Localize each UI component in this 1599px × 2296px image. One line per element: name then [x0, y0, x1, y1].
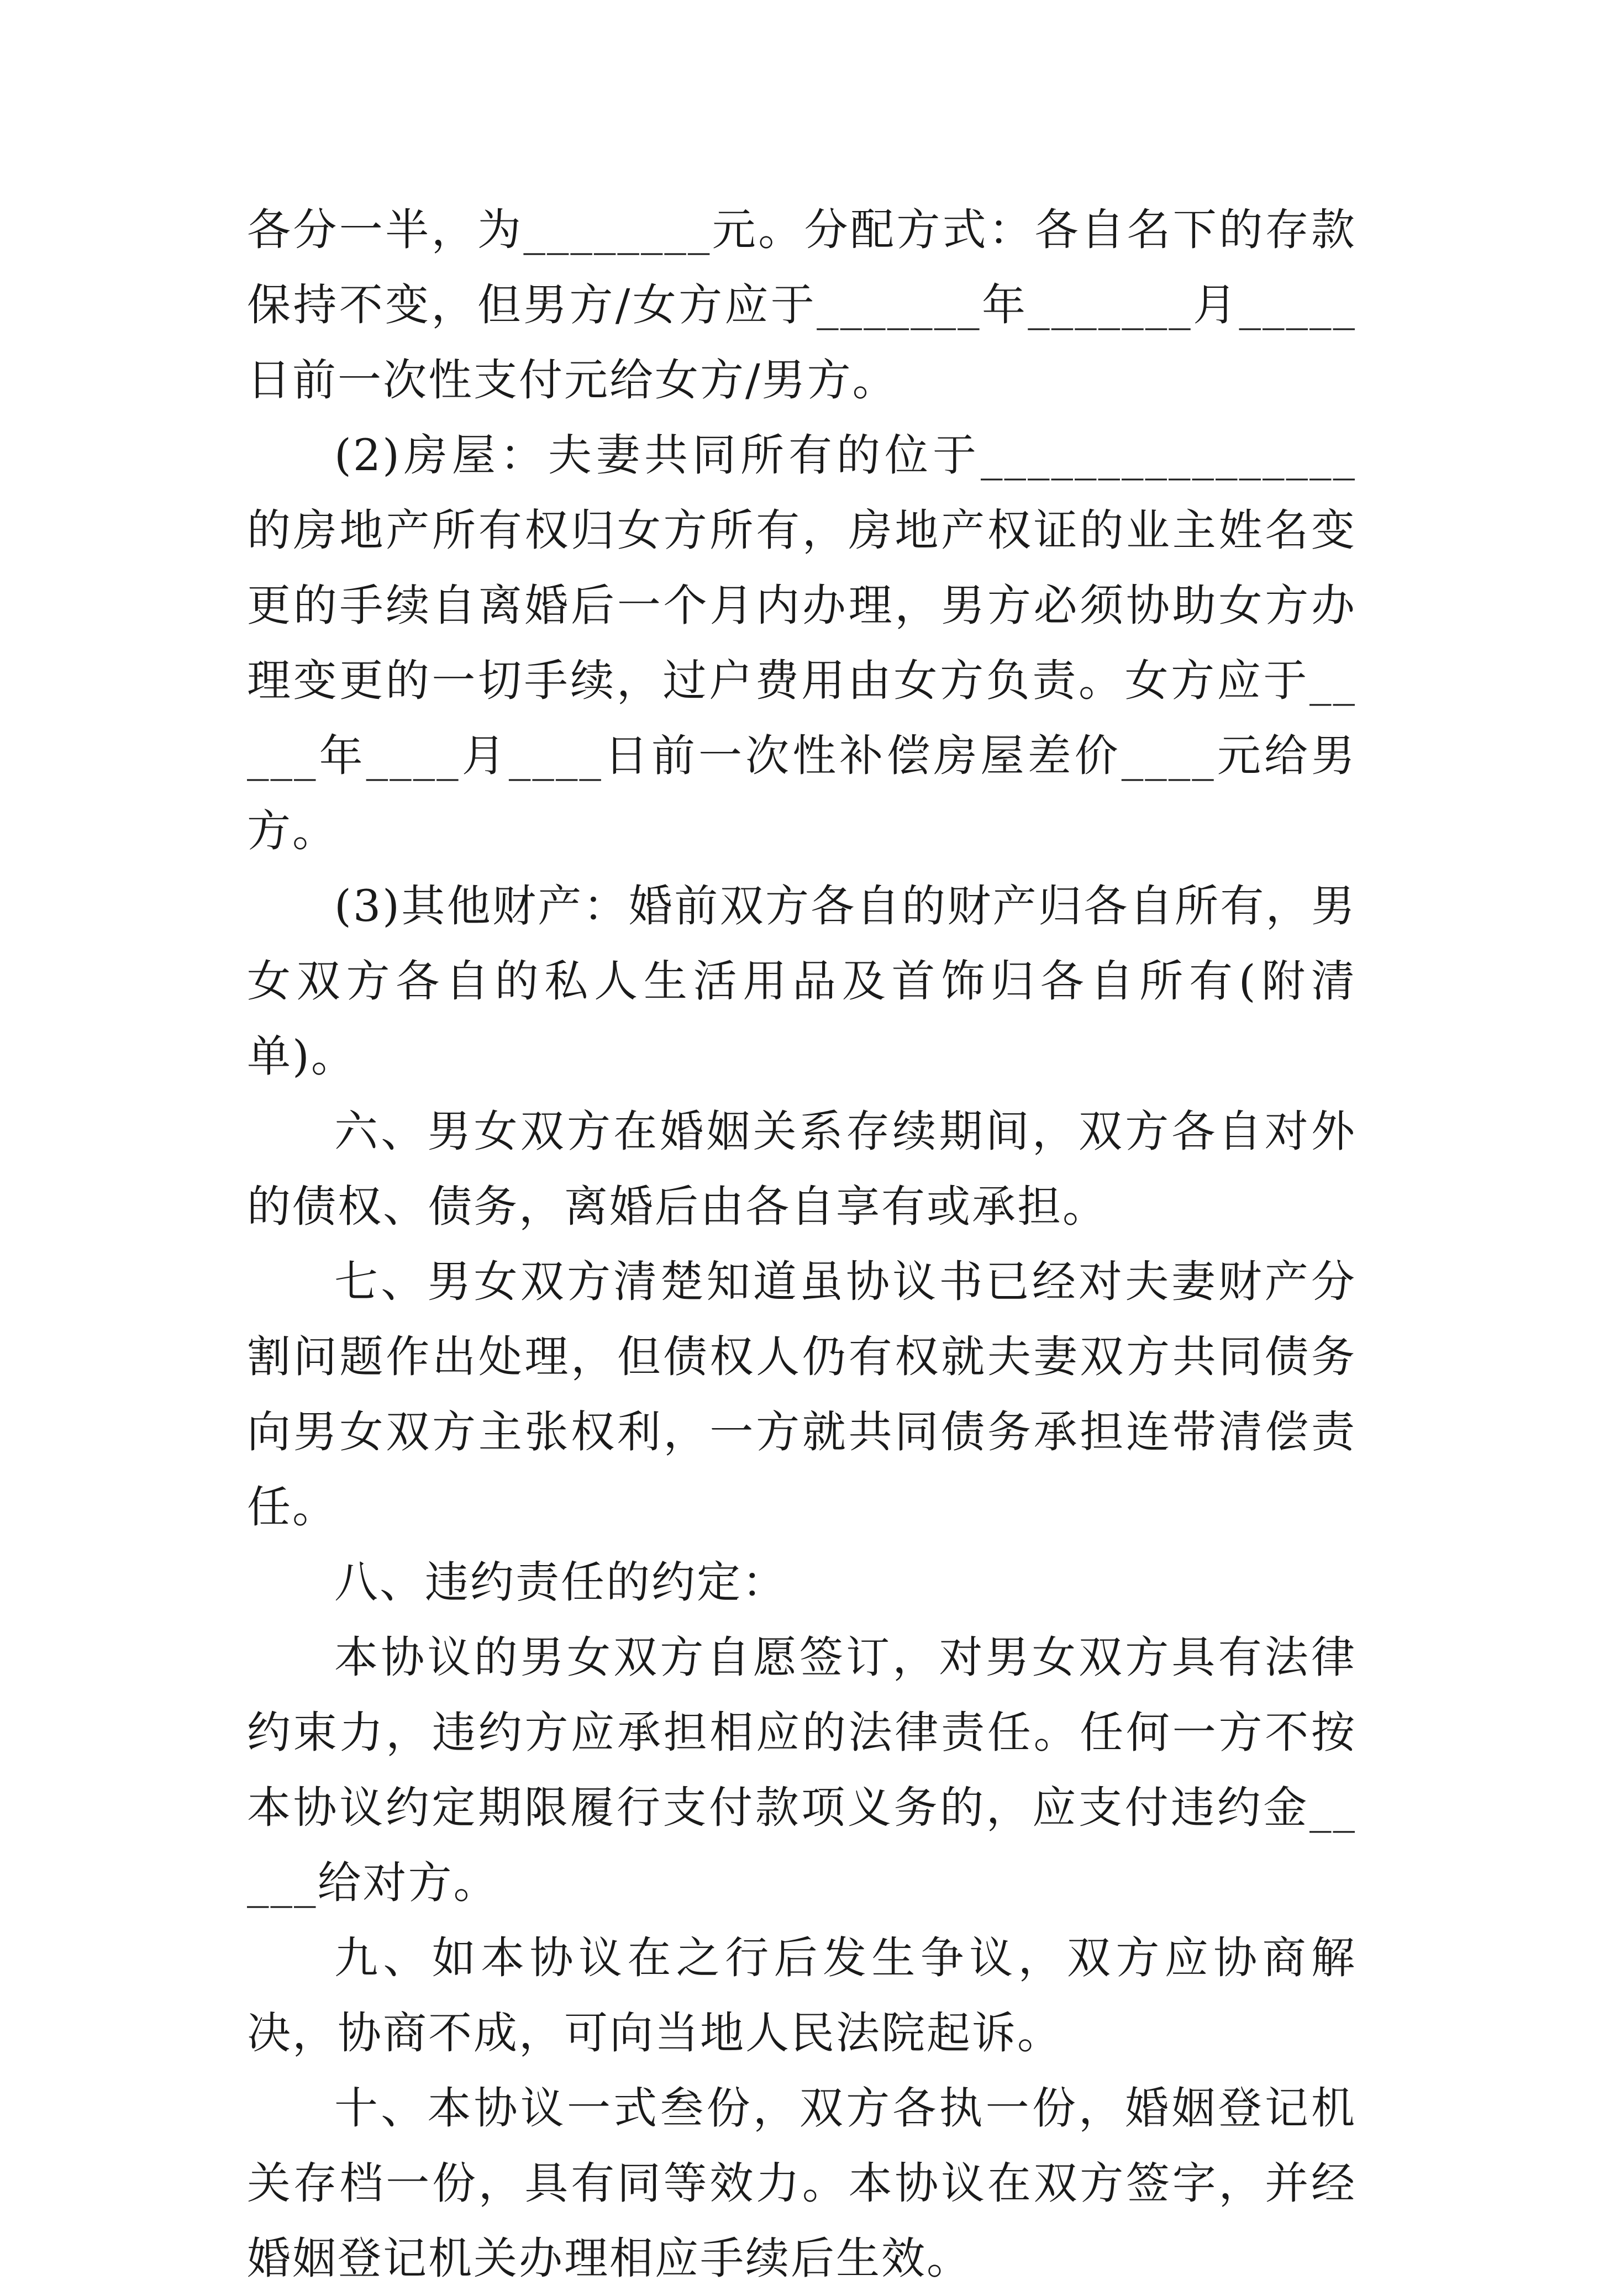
- paragraph-deposit-split: 各分一半，为________元。分配方式：各自名下的存款保持不变，但男方/女方应于_______年_______月_____日前一次性支付元给女方/男方。: [247, 204, 1356, 406]
- document-body: [247, 192, 1356, 2296]
- paragraph-ten-copies: 十、本协议一式叁份，双方各执一份，婚姻登记机关存档一份，具有同等效力。本协议在双方签字，并经婚姻登记机关办理相应手续后生效。: [247, 2083, 1356, 2284]
- paragraph-eight-heading: 八、违约责任的约定：: [334, 1557, 787, 1608]
- paragraph-breach-liability: 本协议的男女双方自愿签订，对男女双方具有法律约束力，违约方应承担相应的法律责任。任何一方不按本协议约定期限履行支付款项义务的，应支付违约金_____给对方。: [247, 1632, 1356, 1908]
- paragraph-six-debts: 六、男女双方在婚姻关系存续期间，双方各自对外的债权、债务，离婚后由各自享有或承担。: [247, 1106, 1356, 1232]
- paragraph-nine-disputes: 九、如本协议在之行后发生争议，双方应协商解决，协商不成，可向当地人民法院起诉。: [247, 1932, 1356, 2058]
- paragraph-other-property: (3)其他财产：婚前双方各自的财产归各自所有，男女双方各自的私人生活用品及首饰归各自所有(附清单)。: [247, 881, 1356, 1082]
- paragraph-house: (2)房屋：夫妻共同所有的位于________________的房地产所有权归女方所有，房地产权证的业主姓名变更的手续自离婚后一个月内办理，男方必须协助女方办理变更的一切手续，过户费用由女方负责。女方应于_____年____月____日前一次性补偿房屋差价____元给男方。: [247, 430, 1356, 856]
- paragraph-seven-creditors: 七、男女双方清楚知道虽协议书已经对夫妻财产分割问题作出处理，但债权人仍有权就夫妻双方共同债务向男女双方主张权利，一方就共同债务承担连带清偿责任。: [247, 1256, 1356, 1533]
